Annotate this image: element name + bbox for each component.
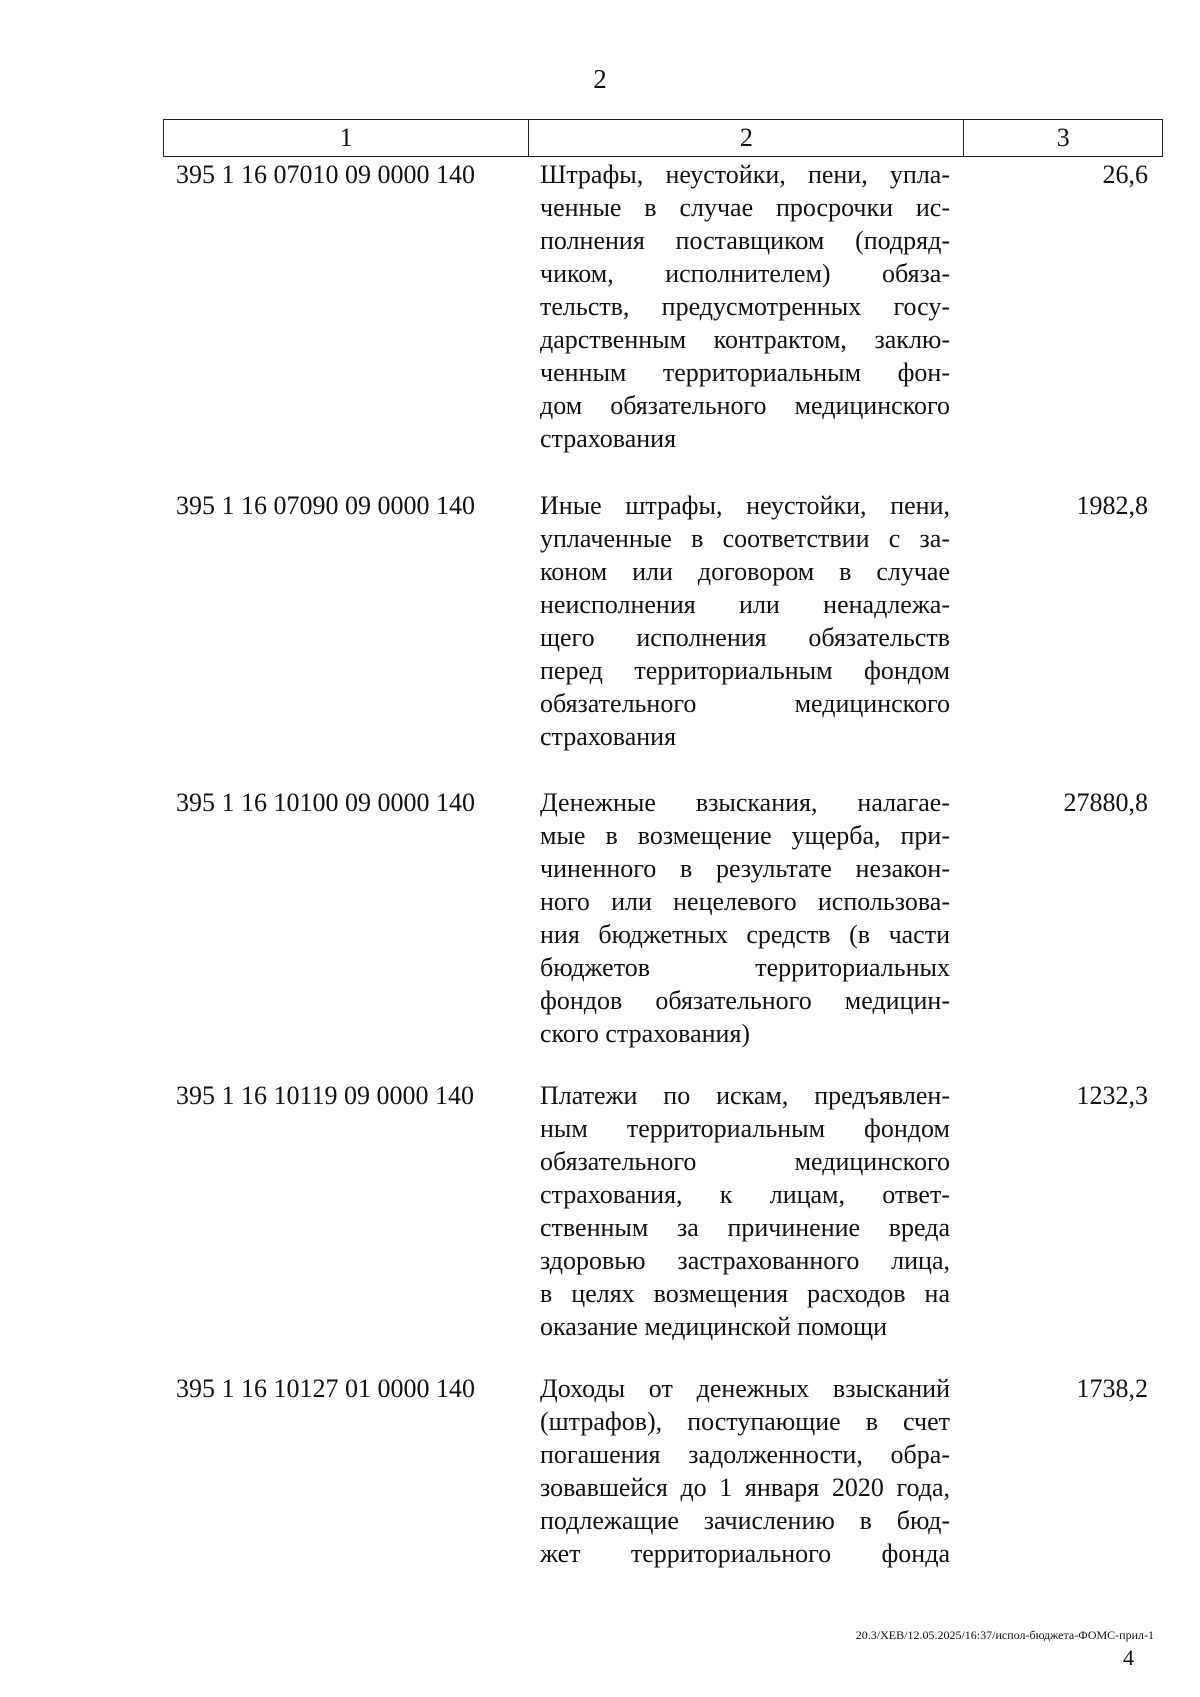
description-line: ченным территориальным фон- [540,358,950,387]
description-line: бюджетов территориальных [540,953,950,982]
row-description [540,158,950,455]
sheet-number: 4 [1123,1645,1134,1670]
description-line: ным территориальным фондом [540,1114,950,1143]
description-line: коном или договором в случае [540,557,950,586]
description-line: обязательного медицинского [540,689,950,718]
description-line: ния бюджетных средств (в части [540,920,950,949]
description-line: дом обязательного медицинского [540,391,950,420]
description-line: дарственным контрактом, заклю- [540,325,950,354]
description-line: подлежащие зачислению в бюд- [540,1506,950,1535]
description-line: уплаченные в соответствии с за- [540,524,950,553]
description-line: жет территориального фонда [540,1539,950,1568]
description-line: чиненного в результате незакон- [540,854,950,883]
description-line: мые в возмещение ущерба, при- [540,821,950,850]
description-line: неисполнения или ненадлежа- [540,590,950,619]
description-line: обязательного медицинского [540,1147,950,1176]
description-line: перед территориальным фондом [540,656,950,685]
description-line: Штрафы, неустойки, пени, упла- [540,160,950,189]
row-amount: 1738,2 [1076,1374,1148,1403]
row-description [540,786,950,1050]
description-line: полнения поставщиком (подряд- [540,226,950,255]
description-line: здоровью застрахованного лица, [540,1246,950,1275]
page-number: 2 [593,64,607,94]
description-line: ского страхования) [540,1019,751,1048]
description-line: ченные в случае просрочки ис- [540,193,950,222]
header-cell-2: 2 [529,120,964,156]
description-line: зовавшейся до 1 января 2020 года, [540,1473,950,1502]
description-line: Платежи по искам, предъявлен- [540,1081,950,1110]
description-line: Иные штрафы, неустойки, пени, [540,491,950,520]
document-reference: 20.3/ХЕВ/12.05.2025/16:37/испол-бюджета-ФОМС-прил-1 [855,1628,1154,1642]
description-line: чиком, исполнителем) обяза- [540,259,950,288]
budget-code: 395 1 16 10119 09 0000 140 [176,1081,475,1110]
row-description [540,1372,950,1570]
budget-code: 395 1 16 10127 01 0000 140 [176,1374,475,1403]
description-line: ного или нецелевого использова- [540,887,950,916]
description-line: оказание медицинской помощи [540,1312,888,1341]
description-line: щего исполнения обязательств [540,623,950,652]
row-description [540,1079,950,1343]
description-line: страхования [540,424,677,453]
description-line: погашения задолженности, обра- [540,1440,950,1469]
description-line: страхования, к лицам, ответ- [540,1180,950,1209]
description-line: в целях возмещения расходов на [540,1279,950,1308]
description-line: фондов обязательного медицин- [540,986,950,1015]
description-line: страхования [540,722,677,751]
row-amount: 26,6 [1102,160,1148,189]
table-header [163,119,1163,157]
header-cell-3: 3 [1056,123,1070,152]
description-line: Доходы от денежных взысканий [540,1374,950,1403]
budget-code: 395 1 16 07090 09 0000 140 [176,491,475,520]
row-amount: 1982,8 [1076,491,1148,520]
header-cell-1: 1 [164,120,529,156]
budget-code: 395 1 16 10100 09 0000 140 [176,788,475,817]
description-line: тельств, предусмотренных госу- [540,292,950,321]
row-amount: 27880,8 [1063,788,1148,817]
row-amount: 1232,3 [1076,1081,1148,1110]
description-line: ственным за причинение вреда [540,1213,950,1242]
row-description [540,489,950,753]
description-line: Денежные взыскания, налагае- [540,788,950,817]
budget-code: 395 1 16 07010 09 0000 140 [176,160,475,189]
description-line: (штрафов), поступающие в счет [540,1407,950,1436]
